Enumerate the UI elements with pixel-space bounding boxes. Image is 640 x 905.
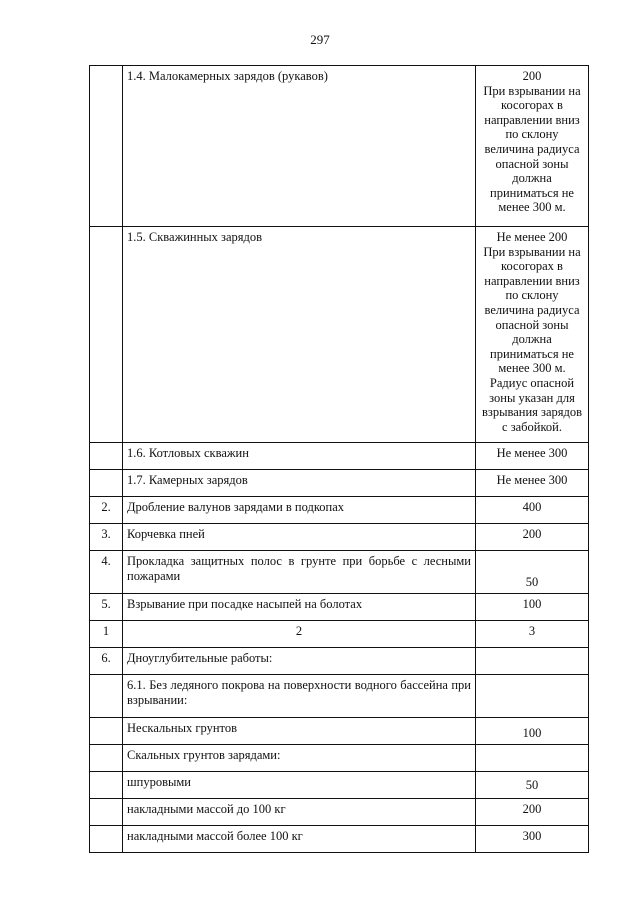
- value-line: При взрывании на: [483, 83, 581, 98]
- row-number-cell: [90, 470, 123, 497]
- radius-value-cell: [476, 66, 589, 227]
- value-line: 100: [522, 597, 542, 611]
- table-row: [90, 745, 589, 772]
- description-cell: шпуровыми: [123, 772, 476, 799]
- value-line: 50: [525, 575, 539, 590]
- radius-value-cell: [476, 470, 589, 497]
- row-number-cell: [90, 443, 123, 470]
- value-line: 400: [522, 500, 542, 514]
- table-row: [90, 799, 589, 826]
- value-line: Не менее 300: [496, 446, 568, 460]
- value-line: При взрывании на: [483, 244, 581, 259]
- radius-value-cell: [476, 826, 589, 853]
- description-cell: 1.5. Скважинных зарядов: [123, 227, 476, 443]
- value-line: опасной зоны: [495, 317, 569, 332]
- description-cell: 6.1. Без ледяного покрова на поверхности водного бассейна при взрывании:: [123, 675, 476, 718]
- radius-value-cell: [476, 772, 589, 799]
- value-line: 200: [522, 69, 542, 83]
- row-number-cell: [90, 66, 123, 227]
- description-cell: Корчевка пней: [123, 524, 476, 551]
- radius-value-cell: [476, 621, 589, 648]
- radius-value-cell: [476, 551, 589, 594]
- value-line: менее 300 м.: [498, 200, 566, 215]
- row-number-cell: 1: [90, 621, 123, 648]
- value-line: направлении вниз: [484, 112, 580, 127]
- table-row: [90, 826, 589, 853]
- radius-value-cell: [476, 745, 589, 772]
- radius-value-cell: [476, 675, 589, 718]
- row-number-cell: 5.: [90, 594, 123, 621]
- value-line: приниматься не: [490, 185, 574, 200]
- radius-value-cell: [476, 648, 589, 675]
- description-cell: Взрывание при посадке насыпей на болотах: [123, 594, 476, 621]
- description-cell: Нескальных грунтов: [123, 718, 476, 745]
- value-line: косогорах в: [501, 98, 563, 113]
- value-line: величина радиуса: [484, 302, 580, 317]
- radius-value-cell: [476, 227, 589, 443]
- value-line: 100: [522, 726, 542, 741]
- row-number-cell: 6.: [90, 648, 123, 675]
- row-number-cell: [90, 826, 123, 853]
- description-cell: 1.4. Малокамерных зарядов (рукавов): [123, 66, 476, 227]
- radius-value-cell: [476, 497, 589, 524]
- value-line: приниматься не: [490, 346, 574, 361]
- radius-value-cell: [476, 594, 589, 621]
- page-number: 297: [310, 32, 330, 47]
- table-row: [90, 470, 589, 497]
- value-line: направлении вниз: [484, 273, 580, 288]
- radius-value-cell: [476, 718, 589, 745]
- table-row: [90, 718, 589, 745]
- description-cell: 1.6. Котловых скважин: [123, 443, 476, 470]
- row-number-cell: [90, 227, 123, 443]
- value-line: 200: [522, 527, 542, 541]
- value-line: с забойкой.: [502, 419, 562, 434]
- value-line: Не менее 300: [496, 473, 568, 487]
- table-row: [90, 497, 589, 524]
- value-line: по склону: [505, 127, 559, 142]
- description-cell: Дробление валунов зарядами в подкопах: [123, 497, 476, 524]
- table-row: [90, 594, 589, 621]
- value-line: 300: [522, 829, 542, 843]
- radius-value-cell: [476, 524, 589, 551]
- value-line: взрывания зарядов: [481, 405, 583, 420]
- table-row: [90, 443, 589, 470]
- row-number-cell: 3.: [90, 524, 123, 551]
- description-cell: Скальных грунтов зарядами:: [123, 745, 476, 772]
- value-line: по склону: [505, 288, 559, 303]
- description-cell: накладными массой до 100 кг: [123, 799, 476, 826]
- table-row: [90, 675, 589, 718]
- description-cell: Прокладка защитных полос в грунте при борьбе с лесными пожарами: [123, 551, 476, 594]
- description-cell: накладными массой более 100 кг: [123, 826, 476, 853]
- radius-value-cell: [476, 443, 589, 470]
- value-line: опасной зоны: [495, 156, 569, 171]
- hazard-zone-table: [89, 65, 589, 853]
- row-number-cell: [90, 745, 123, 772]
- table-row: [90, 66, 589, 227]
- description-cell: 2: [123, 621, 476, 648]
- row-number-cell: [90, 675, 123, 718]
- table-row: [90, 772, 589, 799]
- table-row: [90, 551, 589, 594]
- value-line: 3: [528, 624, 536, 638]
- row-number-cell: 2.: [90, 497, 123, 524]
- radius-value-cell: [476, 799, 589, 826]
- row-number-cell: [90, 772, 123, 799]
- table-row: [90, 227, 589, 443]
- description-cell: Дноуглубительные работы:: [123, 648, 476, 675]
- value-line: менее 300 м.: [498, 361, 566, 376]
- table-row: [90, 648, 589, 675]
- value-line: Радиус опасной: [489, 375, 575, 390]
- value-line: 200: [522, 802, 542, 816]
- row-number-cell: [90, 799, 123, 826]
- value-line: должна: [512, 171, 552, 186]
- value-line: 50: [525, 777, 539, 792]
- table-row: [90, 621, 589, 648]
- row-number-cell: 4.: [90, 551, 123, 594]
- value-line: Не менее 200: [496, 230, 568, 244]
- row-number-cell: [90, 718, 123, 745]
- value-line: зоны указан для: [489, 390, 575, 405]
- description-cell: 1.7. Камерных зарядов: [123, 470, 476, 497]
- value-line: величина радиуса: [484, 141, 580, 156]
- value-line: должна: [512, 332, 552, 347]
- value-line: косогорах в: [501, 259, 563, 274]
- table-row: [90, 524, 589, 551]
